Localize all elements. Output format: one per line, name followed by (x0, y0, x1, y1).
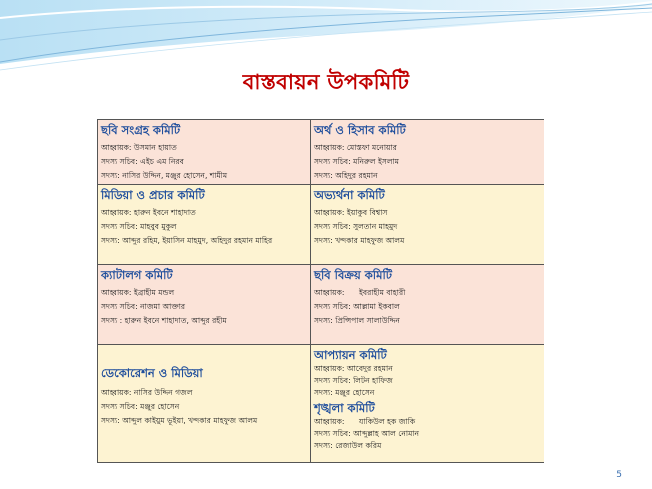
committee-cell-decoration-media (98, 345, 311, 462)
committee-heading: ছবি সংগ্রহ কমিটি (101, 123, 181, 137)
committee-cell-reception (311, 185, 544, 265)
committee-heading: ডেকোরেশন ও মিডিয়া (101, 365, 203, 380)
members-line: সদস্য: প্রিন্সিপাল সালাউদ্দিন (314, 316, 400, 325)
committee-heading: শৃঙ্খলা কমিটি (314, 401, 375, 415)
committee-cell-catalog (98, 265, 311, 345)
member-secretary-line: সদস্য সচিব: লিটন হাফিজ (314, 376, 393, 385)
members-line: সদস্য: রেজাউল করিম (314, 441, 382, 450)
convener-line: আহ্বায়ক: ইবরাহীম বাহারী (314, 288, 406, 297)
members-line: সদস্য: অহিদুর রহমান (314, 171, 378, 180)
convener-line: আহ্বায়ক: ইয়াকুব বিশ্বাস (314, 208, 388, 217)
members-line: সদস্য : হারুন ইবনে শাহাদাত, আব্দুর রহীম (101, 316, 227, 325)
committee-heading: ছবি বিক্রয় কমিটি (314, 268, 393, 282)
slide-title: বাস্তবায়ন উপকমিটি (242, 70, 410, 94)
convener-line: আহ্বায়ক: যাকিউল হক জাকি (314, 417, 416, 426)
convener-line: আহ্বায়ক: আবেদুর রহমান (314, 364, 393, 373)
members-line: সদস্য: মঞ্জুর হোসেন (314, 388, 375, 397)
convener-line: আহ্বায়ক: নাসির উদ্দিন গজল (101, 387, 193, 397)
committee-heading: অভ্যর্থনা কমিটি (314, 188, 385, 202)
member-secretary-line: সদস্য সচিব: আব্দুল্লাহ আল নোমান (314, 429, 420, 438)
member-secretary-line: সদস্য সচিব: মাহবুব মুকুল (101, 222, 177, 231)
member-secretary-line: সদস্য সচিব: এইচ এম নিরব (101, 157, 184, 166)
member-secretary-line: সদস্য সচিব: মঞ্জুর হোসেন (101, 401, 180, 411)
page-number: 5 (616, 470, 622, 480)
convener-line: আহ্বায়ক: উসমান হায়াত (101, 143, 177, 152)
convener-line: আহ্বায়ক: ইব্রাহীম মন্ডল (101, 288, 175, 297)
members-line: সদস্য: আব্দুর রহিম, ইয়াসিন মাহমুদ, অহিদুর রহমান মাহির (101, 236, 273, 245)
committee-heading: মিডিয়া ও প্রচার কমিটি (101, 188, 205, 202)
convener-line: আহ্বায়ক: হারুন ইবনে শাহাদাত (101, 208, 196, 217)
convener-line: আহ্বায়ক: মোস্তফা মনোয়ার (314, 143, 397, 152)
committee-heading: আপ্যায়ন কমিটি (314, 348, 387, 362)
committee-table (97, 119, 544, 463)
members-line: সদস্য: আব্দুল কাইয়ুম ভূইয়া, খন্দকার মাহফুজ আলম (101, 415, 258, 425)
committee-heading: অর্থ ও হিসাব কমিটি (314, 123, 406, 137)
members-line: সদস্য: খন্দকার মাহফুজ আলম (314, 236, 405, 245)
member-secretary-line: সদস্য সচিব: আল্লামা ইকবাল (314, 302, 400, 311)
committee-cell-photo-collection (98, 120, 311, 185)
committee-heading: ক্যাটালগ কমিটি (101, 268, 173, 282)
committee-cell-photo-sales (311, 265, 544, 345)
committee-cell-hospitality-discipline (311, 345, 544, 462)
committee-cell-media-publicity (98, 185, 311, 265)
member-secretary-line: সদস্য সচিব: নাজমা আক্তার (101, 302, 186, 311)
members-line: সদস্য: নাসির উদ্দিন, মঞ্জুর হোসেন, শামীম (101, 171, 228, 180)
member-secretary-line: সদস্য সচিব: সুলতান মাহমুদ (314, 222, 398, 231)
committee-cell-finance (311, 120, 544, 185)
member-secretary-line: সদস্য সচিব: মনিরুল ইসলাম (314, 157, 399, 166)
